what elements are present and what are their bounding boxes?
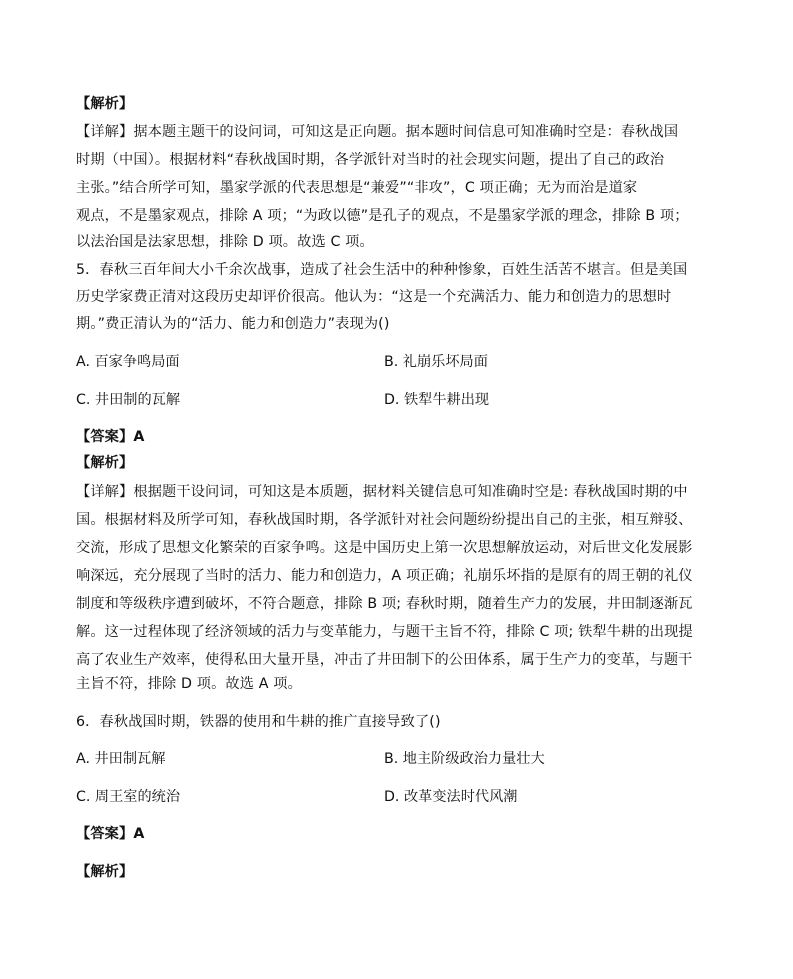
- q5-stem-line-3: 期。”费正清认为的“活力、能力和创造力”表现为(): [76, 316, 390, 332]
- q5-analysis-line-6: 解。这一过程体现了经济领域的活力与变革能力，与题干主旨不符，排除 C 项; 铁犁牛耕的出现提: [76, 624, 693, 640]
- q6-stem: 6．春秋战国时期，铁器的使用和牛耕的推广直接导致了(): [76, 714, 441, 730]
- q5-stem-line-1: 5．春秋三百年间大小千余次战事，造成了社会生活中的种种惨象，百姓生活苦不堪言。但是美国: [76, 262, 688, 278]
- q5-analysis-line-2: 国。根据材料及所学可知，春秋战国时期，各学派针对社会问题纷纷提出自己的主张，相互辩驳、: [76, 512, 693, 528]
- q6-option-a: A. 井田制瓦解: [76, 751, 166, 767]
- q6-analysis-label: 【解析】: [76, 864, 134, 880]
- q5-option-c: C. 井田制的瓦解: [76, 392, 181, 408]
- q4-analysis-line-3: 主张。”结合所学可知，墨家学派的代表思想是“兼爱”“非攻”，C 项正确；无为而治是道家: [76, 180, 638, 196]
- q5-analysis-line-1: 【详解】根据题干设问词，可知这是本质题，据材料关键信息可知准确时空是: 春秋战国时期的中: [76, 484, 688, 500]
- q6-answer: 【答案】A: [76, 826, 145, 842]
- q4-analysis-line-2: 时期（中国）。根据材料“春秋战国时期，各学派针对当时的社会现实问题，提出了自己的政治: [76, 152, 665, 168]
- q5-option-d: D. 铁犁牛耕出现: [384, 392, 490, 408]
- q6-option-c: C. 周王室的统治: [76, 789, 181, 805]
- q5-answer: 【答案】A: [76, 429, 145, 445]
- q5-stem-line-2: 历史学家费正清对这段历史却评价很高。他认为：“这是一个充满活力、能力和创造力的思想时: [76, 289, 672, 305]
- q4-analysis-line-1: 【详解】据本题主题干的设问词，可知这是正向题。据本题时间信息可知准确时空是：春秋战国: [76, 124, 679, 140]
- q4-analysis-line-5: 以法治国是法家思想，排除 D 项。故选 C 项。: [76, 234, 374, 250]
- q5-option-b: B. 礼崩乐坏局面: [384, 354, 488, 370]
- q5-analysis-line-5: 制度和等级秩序遭到破坏，不符合题意，排除 B 项; 春秋时期，随着生产力的发展，井田制逐渐瓦: [76, 596, 693, 612]
- q6-option-d: D. 改革变法时代风潮: [384, 789, 518, 805]
- q5-analysis-label: 【解析】: [76, 455, 134, 471]
- q6-option-b: B. 地主阶级政治力量壮大: [384, 751, 545, 767]
- q5-analysis-line-3: 交流，形成了思想文化繁荣的百家争鸣。这是中国历史上第一次思想解放运动，对后世文化发展影: [76, 540, 693, 556]
- q5-analysis-line-7: 高了农业生产效率，使得私田大量开垦，冲击了井田制下的公田体系，属于生产力的变革，与题干: [76, 652, 693, 668]
- q4-analysis-line-4: 观点，不是墨家观点，排除 A 项；“为政以德”是孔子的观点，不是墨家学派的理念，排除 B 项；: [76, 208, 689, 224]
- q5-analysis-line-4: 响深远，充分展现了当时的活力、能力和创造力，A 项正确；礼崩乐坏指的是原有的周王朝的礼仪: [76, 568, 693, 584]
- q4-analysis-label: 【解析】: [76, 96, 134, 112]
- q5-option-a: A. 百家争鸣局面: [76, 354, 180, 370]
- q5-analysis-line-8: 主旨不符，排除 D 项。故选 A 项。: [76, 676, 302, 692]
